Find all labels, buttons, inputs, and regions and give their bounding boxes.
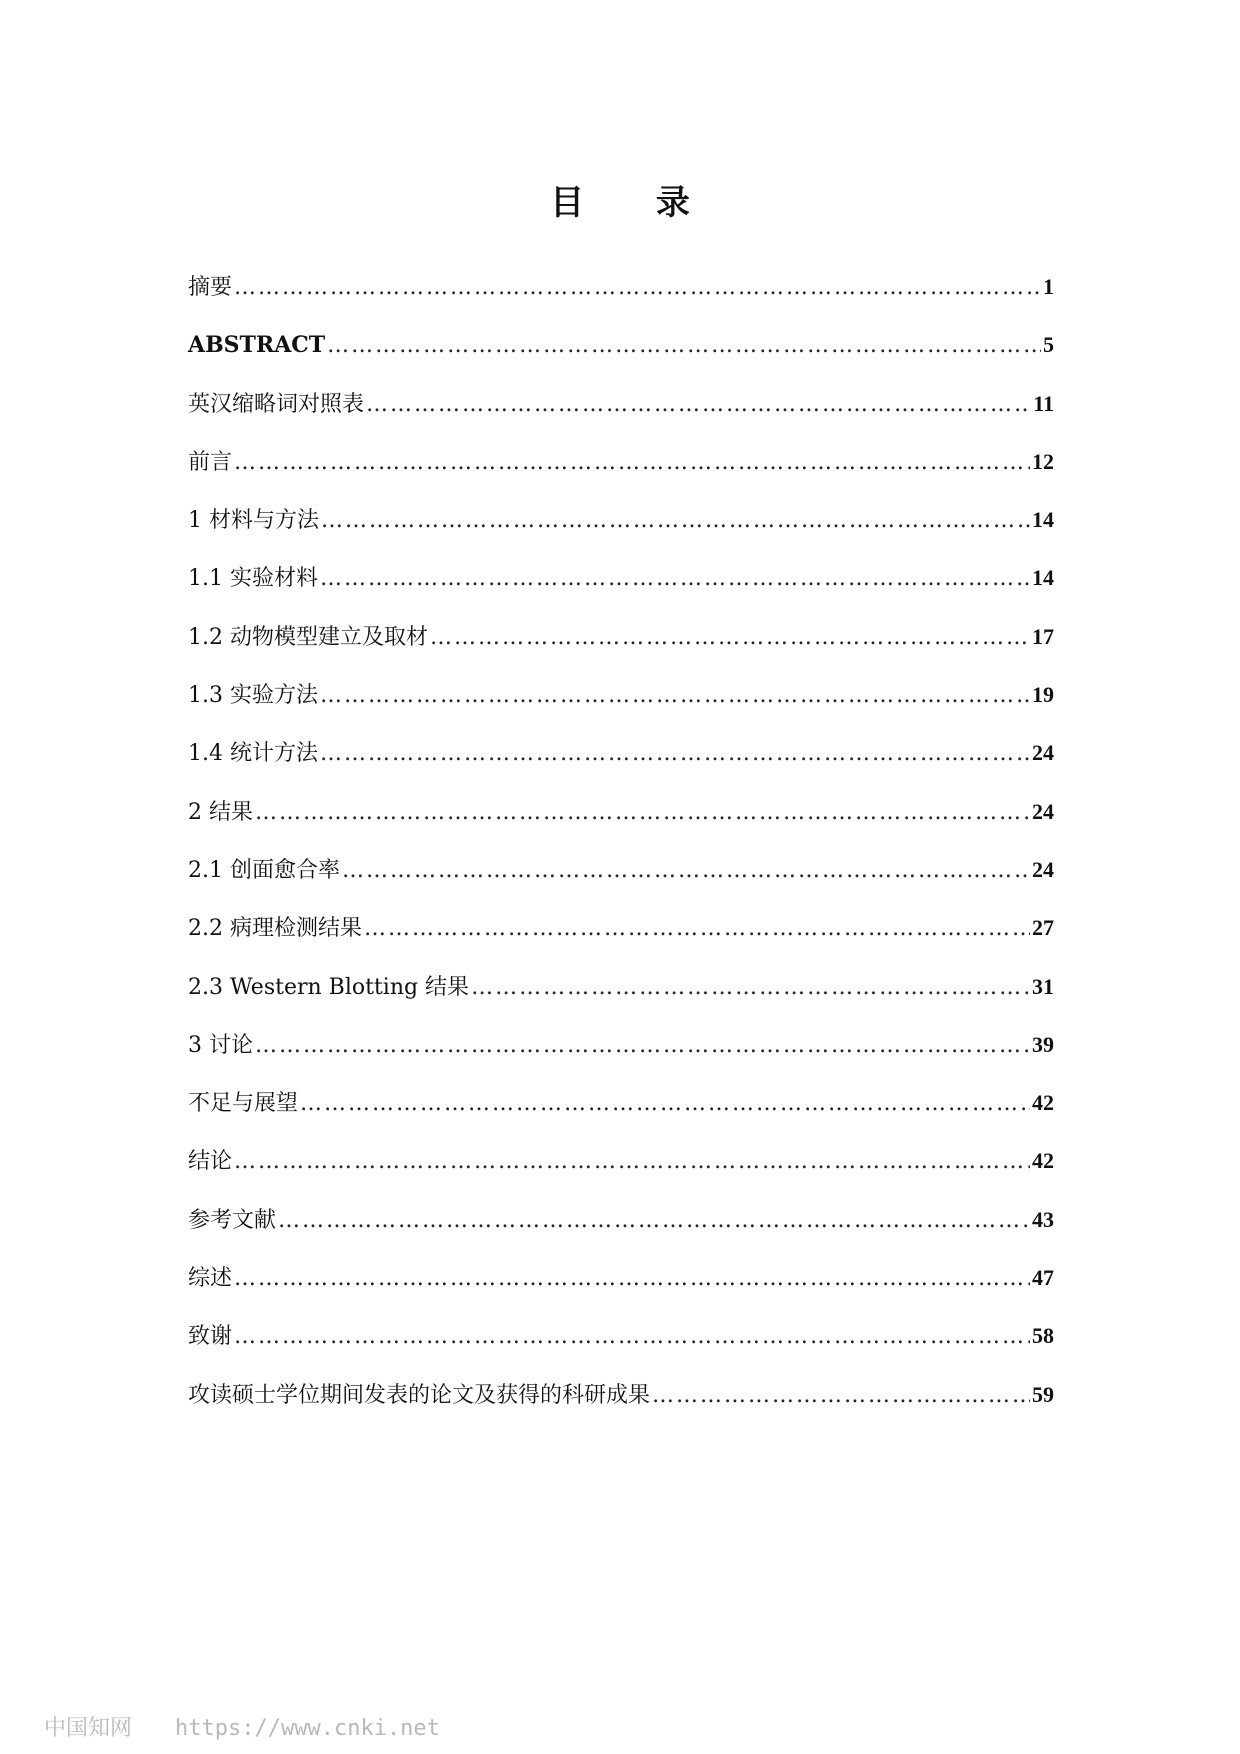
- toc-entry-label: 3 讨论: [188, 1032, 253, 1058]
- toc-entry-page-number: 58: [1032, 1323, 1054, 1349]
- toc-entry-page-number: 43: [1032, 1206, 1054, 1232]
- toc-entry-page-number: 14: [1032, 507, 1054, 533]
- watermark-site-name: 中国知网: [44, 1716, 133, 1741]
- toc-entry-label: 1.4 统计方法: [188, 741, 318, 767]
- toc-leader-dots: [364, 914, 1030, 944]
- toc-leader-dots: [652, 1381, 1030, 1411]
- toc-entry[interactable]: [188, 447, 1054, 505]
- toc-leader-dots: [255, 798, 1030, 828]
- toc-entry-page-number: 31: [1032, 973, 1054, 999]
- toc-leader-dots: [366, 390, 1031, 420]
- toc-entry[interactable]: [188, 913, 1054, 971]
- toc-entry-label: 攻读硕士学位期间发表的论文及获得的科研成果: [188, 1382, 651, 1408]
- toc-leader-dots: [234, 448, 1030, 478]
- toc-entry-label: 1.1 实验材料: [188, 566, 318, 592]
- toc-entry-label: 结论: [188, 1149, 233, 1175]
- toc-entry-page-number: 17: [1032, 623, 1054, 649]
- toc-entry-page-number: 11: [1033, 390, 1054, 416]
- toc-entry-page-number: 1: [1043, 274, 1054, 299]
- toc-entry[interactable]: [188, 972, 1054, 1030]
- toc-entry[interactable]: [188, 855, 1054, 913]
- toc-leader-dots: [255, 1031, 1030, 1061]
- toc-leader-dots: [234, 1264, 1030, 1294]
- toc-entry[interactable]: [188, 1205, 1054, 1263]
- toc-entry-label: 综述: [188, 1266, 233, 1292]
- toc-entry-page-number: 42: [1032, 1148, 1054, 1174]
- toc-leader-dots: [320, 739, 1030, 769]
- toc-leader-dots: [234, 273, 1041, 303]
- toc-leader-dots: [234, 1147, 1030, 1177]
- toc-entry-page-number: 39: [1032, 1031, 1054, 1057]
- toc-leader-dots: [320, 681, 1030, 711]
- toc-entry-label: ABSTRACT: [188, 332, 326, 359]
- toc-leader-dots: [342, 856, 1030, 886]
- toc-entry-label: 参考文献: [188, 1207, 277, 1233]
- toc-entry[interactable]: [188, 1263, 1054, 1321]
- toc-leader-dots: [327, 331, 1041, 361]
- toc-entry[interactable]: [188, 738, 1054, 796]
- toc-entry-label: 2.3 Western Blotting 结果: [188, 974, 470, 1000]
- toc-entry-label: 致谢: [188, 1324, 233, 1350]
- toc-entry-label: 2.1 创面愈合率: [188, 857, 340, 883]
- toc-entry[interactable]: [188, 389, 1054, 447]
- toc-entry-label: 1.2 动物模型建立及取材: [188, 624, 428, 650]
- toc-entry[interactable]: [188, 1380, 1054, 1438]
- toc-entry[interactable]: [188, 1321, 1054, 1379]
- toc-entry-page-number: 47: [1032, 1265, 1054, 1291]
- toc-entry-page-number: 24: [1032, 798, 1054, 824]
- toc-entry-label: 1 材料与方法: [188, 508, 319, 534]
- toc-entry-label: 不足与展望: [188, 1091, 299, 1117]
- toc-entry[interactable]: [188, 797, 1054, 855]
- toc-entry[interactable]: [188, 622, 1054, 680]
- table-of-contents: [188, 272, 1054, 1438]
- toc-leader-dots: [300, 1089, 1030, 1119]
- toc-entry-label: 前言: [188, 449, 233, 475]
- page-title: 目 录: [550, 182, 720, 223]
- toc-leader-dots: [234, 1322, 1030, 1352]
- toc-entry-page-number: 12: [1032, 448, 1054, 474]
- toc-entry-page-number: 14: [1032, 565, 1054, 591]
- toc-entry[interactable]: [188, 272, 1054, 330]
- toc-entry-page-number: 24: [1032, 740, 1054, 766]
- toc-entry-page-number: 42: [1032, 1090, 1054, 1116]
- toc-entry-label: 摘要: [188, 275, 233, 300]
- watermark-url: https://www.cnki.net: [175, 1716, 440, 1741]
- toc-entry-page-number: 19: [1032, 682, 1054, 708]
- watermark: [44, 1711, 440, 1742]
- toc-entry[interactable]: [188, 1030, 1054, 1088]
- toc-entry-label: 英汉缩略词对照表: [188, 391, 365, 417]
- toc-entry-label: 2.2 病理检测结果: [188, 916, 362, 942]
- toc-entry-label: 1.3 实验方法: [188, 683, 318, 709]
- toc-entry[interactable]: [188, 1088, 1054, 1146]
- toc-entry-page-number: 27: [1032, 915, 1054, 941]
- toc-entry[interactable]: [188, 680, 1054, 738]
- toc-entry[interactable]: [188, 505, 1054, 563]
- toc-leader-dots: [430, 623, 1030, 653]
- toc-entry-page-number: 24: [1032, 856, 1054, 882]
- toc-entry-page-number: 5: [1043, 332, 1054, 358]
- toc-leader-dots: [278, 1206, 1030, 1236]
- toc-leader-dots: [320, 564, 1030, 594]
- toc-entry[interactable]: [188, 1146, 1054, 1204]
- toc-entry-label: 2 结果: [188, 799, 253, 825]
- toc-leader-dots: [471, 973, 1030, 1003]
- toc-entry[interactable]: [188, 330, 1054, 388]
- toc-entry[interactable]: [188, 563, 1054, 621]
- toc-leader-dots: [321, 506, 1030, 536]
- toc-entry-page-number: 59: [1032, 1381, 1054, 1407]
